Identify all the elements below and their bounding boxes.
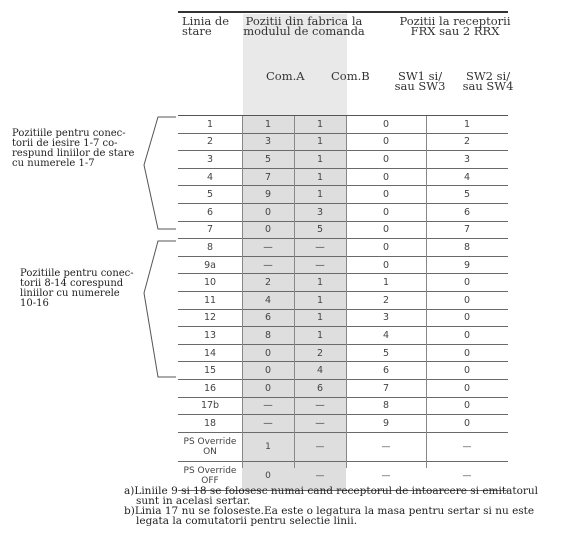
- cell-sw2: 6: [426, 203, 508, 221]
- cell-sw1: 1: [346, 274, 426, 292]
- cell-sw1: 7: [346, 379, 426, 397]
- header-line-col-2: stare: [182, 24, 212, 38]
- cell-sw1: 2: [346, 291, 426, 309]
- table-row: [178, 397, 508, 415]
- cell-line-text: PS Override: [183, 436, 237, 447]
- side-note-line: respund liniilor de stare: [12, 148, 135, 159]
- cell-sw2: 0: [426, 309, 508, 327]
- cell-line: 10: [178, 274, 242, 292]
- cell-sw2: 5: [426, 186, 508, 204]
- cell-line: 9a: [178, 256, 242, 274]
- cell-sw2: 4: [426, 168, 508, 186]
- cell-sw2: 0: [426, 327, 508, 345]
- cell-sw2: 3: [426, 151, 508, 169]
- cell-com-b: 5: [294, 221, 346, 239]
- table-row: [178, 168, 508, 186]
- cell-com-b: 1: [294, 291, 346, 309]
- cell-line: 8: [178, 239, 242, 257]
- cell-com-a: 6: [242, 309, 294, 327]
- cell-sw2: 0: [426, 344, 508, 362]
- subheader-sw1-1: SW1 si/: [397, 69, 443, 83]
- cell-sw2: 1: [426, 116, 508, 133]
- cell-line: [178, 432, 242, 461]
- cell-line-text: PS Override: [183, 465, 237, 476]
- cell-com-b: —: [294, 415, 346, 433]
- settings-table-body: [178, 116, 508, 490]
- cell-com-a: 7: [242, 168, 294, 186]
- header-factory-2: modulul de comanda: [243, 24, 365, 38]
- column-separator: [346, 116, 347, 468]
- table-top-rule: [178, 11, 508, 13]
- footnote-b-line-1: b)Linia 17 nu se foloseste.Ea este o legatura la masa pentru sertar si nu este: [124, 505, 535, 517]
- subheader-com-a: Com.A: [266, 69, 305, 83]
- cell-sw2: 0: [426, 291, 508, 309]
- cell-sw1: —: [346, 432, 426, 461]
- header-factory-col: [240, 16, 368, 36]
- cell-sw1: 0: [346, 151, 426, 169]
- cell-sw1: —: [346, 461, 426, 490]
- header-factory-1: Pozitii din fabrica la: [245, 14, 363, 28]
- header-receiver-2: FRX sau 2 RRX: [410, 24, 500, 38]
- bracket-lower: [144, 241, 176, 377]
- subheader-sw2-2: sau SW4: [462, 79, 514, 93]
- cell-com-b: 1: [294, 116, 346, 133]
- table-row: [178, 379, 508, 397]
- cell-sw1: 0: [346, 168, 426, 186]
- cell-com-b: —: [294, 461, 346, 490]
- cell-line: 13: [178, 327, 242, 345]
- header-line-col-1: Linia de: [182, 14, 230, 28]
- table-row: [178, 186, 508, 204]
- table-row: [178, 327, 508, 345]
- cell-sw2: 8: [426, 239, 508, 257]
- cell-com-a: 3: [242, 133, 294, 151]
- cell-line: 6: [178, 203, 242, 221]
- cell-com-b: 1: [294, 274, 346, 292]
- side-note-line: torii de iesire 1-7 co-: [12, 138, 118, 149]
- cell-com-b: 1: [294, 133, 346, 151]
- cell-sw1: 0: [346, 203, 426, 221]
- column-separator: [426, 116, 427, 468]
- cell-sw2: 0: [426, 379, 508, 397]
- cell-com-a: 0: [242, 344, 294, 362]
- subheader-sw2: [460, 71, 516, 91]
- cell-sw2: —: [426, 432, 508, 461]
- cell-com-a: 0: [242, 221, 294, 239]
- cell-com-a: 8: [242, 327, 294, 345]
- footnote-b: [124, 507, 534, 526]
- header-receiver-1: Pozitii la receptorii: [399, 14, 511, 28]
- table-row-override: [178, 432, 508, 461]
- cell-line: 12: [178, 309, 242, 327]
- settings-table: [178, 116, 508, 491]
- table-row: [178, 116, 508, 133]
- cell-com-b: —: [294, 432, 346, 461]
- cell-sw1: 5: [346, 344, 426, 362]
- side-note-outputs-8-14: [20, 269, 134, 309]
- subheader-sw1-2: sau SW3: [394, 79, 446, 93]
- cell-sw1: 0: [346, 186, 426, 204]
- table-row: [178, 221, 508, 239]
- table-row: [178, 362, 508, 380]
- cell-com-a: 1: [242, 116, 294, 133]
- footnote-a: [124, 487, 538, 506]
- cell-line: 18: [178, 415, 242, 433]
- cell-com-a: 1: [242, 432, 294, 461]
- cell-sw1: 6: [346, 362, 426, 380]
- side-note-outputs-1-7: [12, 129, 134, 169]
- cell-com-b: 4: [294, 362, 346, 380]
- cell-sw1: 3: [346, 309, 426, 327]
- cell-line: 1: [178, 116, 242, 133]
- cell-line: 15: [178, 362, 242, 380]
- cell-line: 17b: [178, 397, 242, 415]
- footnote-b-line-2: legata la comutatorii pentru selectie linii.: [136, 514, 358, 527]
- side-note-line: liniilor cu numerele: [20, 288, 120, 299]
- cell-sw1: 0: [346, 256, 426, 274]
- header-line-col: [182, 16, 229, 36]
- cell-com-b: 2: [294, 344, 346, 362]
- bracket-upper: [144, 117, 176, 229]
- side-note-line: Pozitiile pentru conec-: [20, 268, 134, 279]
- cell-line: 5: [178, 186, 242, 204]
- cell-sw1: 0: [346, 239, 426, 257]
- cell-sw2: 9: [426, 256, 508, 274]
- side-note-line: 10-16: [20, 298, 49, 309]
- table-row: [178, 256, 508, 274]
- cell-line-text: ON: [203, 446, 217, 457]
- table-row: [178, 133, 508, 151]
- cell-com-b: —: [294, 239, 346, 257]
- cell-line: 11: [178, 291, 242, 309]
- table-row: [178, 274, 508, 292]
- cell-com-a: —: [242, 239, 294, 257]
- cell-sw1: 0: [346, 116, 426, 133]
- table-row: [178, 239, 508, 257]
- side-note-line: cu numerele 1-7: [12, 158, 95, 169]
- cell-com-a: 2: [242, 274, 294, 292]
- cell-com-b: 1: [294, 327, 346, 345]
- footnote-a-line-1: a)Liniile 9 si 18 se folosesc numai cand receptorul de intoarcere si emitatorul: [124, 485, 539, 497]
- table-row: [178, 344, 508, 362]
- subheader-sw1: [394, 71, 446, 91]
- cell-com-b: 1: [294, 309, 346, 327]
- column-separator: [294, 116, 295, 468]
- cell-sw1: 4: [346, 327, 426, 345]
- footnote-a-line-2: sunt in acelasi sertar.: [136, 494, 251, 507]
- cell-com-a: —: [242, 397, 294, 415]
- cell-line: 2: [178, 133, 242, 151]
- cell-com-b: —: [294, 256, 346, 274]
- cell-com-b: 3: [294, 203, 346, 221]
- cell-sw2: 7: [426, 221, 508, 239]
- cell-com-a: 9: [242, 186, 294, 204]
- cell-com-b: 1: [294, 151, 346, 169]
- cell-line-text: OFF: [201, 475, 219, 486]
- bracket-graphics: [140, 115, 180, 385]
- cell-sw1: 0: [346, 221, 426, 239]
- cell-sw2: 0: [426, 362, 508, 380]
- cell-line: 7: [178, 221, 242, 239]
- cell-com-b: 1: [294, 186, 346, 204]
- cell-line: 16: [178, 379, 242, 397]
- cell-line: 3: [178, 151, 242, 169]
- side-note-line: Pozitiile pentru conec-: [12, 128, 126, 139]
- header-receiver-col: [390, 16, 520, 36]
- cell-com-a: 0: [242, 362, 294, 380]
- cell-com-a: 0: [242, 379, 294, 397]
- cell-line: 4: [178, 168, 242, 186]
- cell-sw2: 0: [426, 397, 508, 415]
- subheader-com-b: Com.B: [331, 69, 370, 83]
- column-separator: [242, 116, 243, 468]
- cell-com-b: 1: [294, 168, 346, 186]
- cell-com-a: 5: [242, 151, 294, 169]
- table-row: [178, 151, 508, 169]
- cell-com-a: 4: [242, 291, 294, 309]
- table-row: [178, 415, 508, 433]
- table-row: [178, 203, 508, 221]
- table-row: [178, 309, 508, 327]
- cell-line: 14: [178, 344, 242, 362]
- cell-com-a: —: [242, 256, 294, 274]
- cell-sw2: 2: [426, 133, 508, 151]
- cell-sw1: 9: [346, 415, 426, 433]
- cell-com-a: 0: [242, 203, 294, 221]
- cell-sw2: 0: [426, 415, 508, 433]
- cell-sw1: 0: [346, 133, 426, 151]
- table-row: [178, 291, 508, 309]
- cell-sw2: 0: [426, 274, 508, 292]
- cell-com-a: 0: [242, 461, 294, 490]
- cell-com-b: 6: [294, 379, 346, 397]
- cell-sw1: 8: [346, 397, 426, 415]
- subheader-sw2-1: SW2 si/: [465, 69, 511, 83]
- cell-com-b: —: [294, 397, 346, 415]
- side-note-line: torii 8-14 corespund: [20, 278, 124, 289]
- cell-sw2: —: [426, 461, 508, 490]
- cell-com-a: —: [242, 415, 294, 433]
